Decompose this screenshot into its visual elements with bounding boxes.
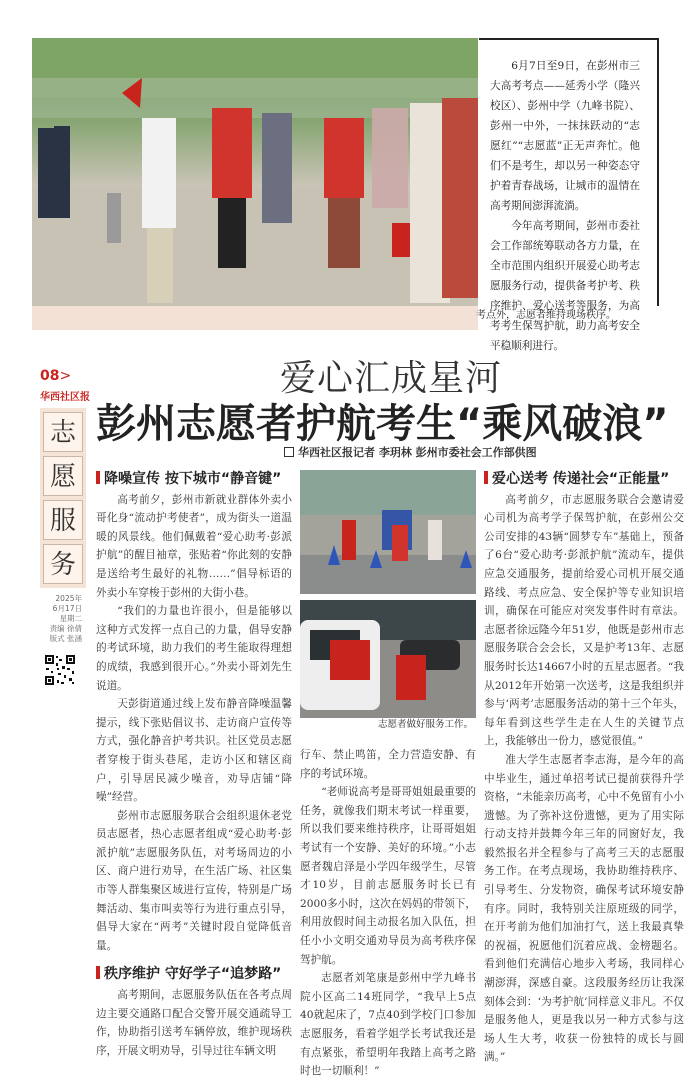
- issue-info: [30, 594, 82, 644]
- intro-paragraph: 6月7日至9日，在彭州市三大高考考点——延秀小学（隆兴校区）、彭州中学（九峰书院）、彭州一中外，一抹抹跃动的“志愿红”“志愿蓝”正无声奔忙。他们不是考生，却以另一种姿态守护着青春战场，让城市的温情在高考期间澎湃流淌。: [490, 60, 640, 212]
- subheading: 降噪宣传 按下城市“静音键”: [96, 470, 292, 489]
- issue-year: 2025年: [55, 594, 82, 603]
- chevron-right-icon: >: [59, 368, 72, 384]
- headline-upper: 爱心汇成星河: [280, 358, 503, 399]
- top-photo-caption: 考点外，志愿者维持现场秩序。: [476, 310, 616, 321]
- headline-main: 彭州志愿者护航考生“乘风破浪”: [96, 401, 669, 447]
- section-char: 愿: [43, 456, 83, 496]
- paragraph: 彭州市志愿服务联合会组织退休老党员志愿者，热心志愿者组成“爱心助考·彭派护航”志愿服务队伍，对考场周边的小区、商户进行劝导，在生活广场、社区集市等人群集聚区域进行宣传，特别是广场舞活动、集市叫卖等行为进行重点引导，倡导大家在“两考”关键时段自觉降低音量。: [96, 809, 292, 952]
- paragraph: 行车、禁止鸣笛，全力营造安静、有序的考试环境。: [300, 749, 476, 780]
- paragraph: “老师说高考是哥哥姐姐最重要的任务，就像我们期末考试一样重要，所以我们要来维持秩序，让哥哥姐姐考试有一个安静、美好的环境。”小志愿者魏启泽是小学四年级学生，尽管才10岁，目前志愿服务时长已有2000多小时，这次在妈妈的带领下，利用放假时间主动报名加入队伍，担任小小文明交通劝导员为高考秩序保驾护航。: [300, 786, 476, 966]
- volunteers-crowd-photo: [32, 38, 478, 306]
- section-label: [40, 408, 86, 588]
- photo-traffic-volunteers: [300, 470, 476, 594]
- square-icon: [284, 447, 294, 457]
- article-column-2: [300, 746, 476, 1081]
- issue-weekday: 星期二: [59, 614, 82, 623]
- intro-paragraph: 今年高考期间，彭州市委社会工作部统筹联动各方力量，在全市范围内组织开展爱心助考志愿服务行动，提供备考护考、秩序维护、爱心送考等服务，为高考考生保驾护航，助力高考安全平稳顺利进行。: [490, 220, 640, 352]
- paragraph: 志愿者刘笔康是彭州中学九峰书院小区高二14班同学，“我早上5点40就起床了，7点40到学校门口参加志愿服务，看着学姐学长考试我还是有点紧张，希望明年我踏上高考之路时也一切顺利！”: [300, 972, 476, 1078]
- paragraph: 准大学生志愿者李志海，是今年的高中毕业生，通过单招考试已提前获得升学资格，“未能亲历高考，心中不免留有小小遗憾。为了弥补这份遗憾，更为了用实际行动支持并鼓舞今年三年的同窗好友，我毅然报名并全程参与了高考三天的志愿服务工作。在考点现场，我协助维持秩序、引导考生、分发物资，确保考试环境安静有序。同时，我特别关注原班级的同学，在开考前为他们加油打气，送上我最真挚的祝福，祝愿他们沉着应战、金榜题名。看到他们充满信心地步入考场，我同样心潮澎湃，深感自豪。这段服务经历让我深刻体会到：‘为考护航’同样意义非凡。不仅是服务他人，更是我以另一种方式参与这场人生大考，收获一份独特的成长与圆满。”: [484, 753, 684, 1064]
- issue-editor: 责编 徐倩: [49, 624, 82, 633]
- section-char: 服: [43, 500, 83, 540]
- article-column-1: [96, 470, 292, 1060]
- section-char: 务: [43, 544, 83, 584]
- publication-name: 华西社区报: [40, 392, 90, 403]
- paragraph: “我们的力量也许很小，但是能够以这种方式发挥一点自己的力量，倡导安静的考试环境，助力我们的考生能取得理想的成绩，我感到很开心。”外卖小哥刘先生说道。: [96, 605, 292, 692]
- issue-layout: 版式 张涵: [49, 634, 82, 643]
- article-column-3: [484, 470, 684, 1067]
- byline: 华西社区报记者 李玥林 彭州市委社会工作部供图: [284, 444, 537, 460]
- issue-date: 6月17日: [52, 604, 82, 613]
- top-photo: [32, 38, 478, 306]
- photo-car-service: [300, 600, 476, 718]
- paragraph: 高考前夕，市志愿服务联合会邀请爱心司机为高考学子保驾护航，在彭州公交公司安排的43辆“圆梦专车”基础上，预备了6台“爱心助考·彭派护航”流动车，提供应急交通服务，提前给爱心司机开展交通路线、考点应急、安全保护等专业知识培训，确保在可能应对突发事件时有章法。志愿者徐远隆今年51岁，他既是彭州市志愿服务联合会会长，又是护考13年、志愿服务时长达14667小时的五星志愿者。“我从2012年开始第一次送考，这是我组织并参与‘两考’志愿服务活动的第十三个年头，每年看到这些学生走在人生的关键节点上，我能够出一份力，感觉很值。”: [484, 493, 684, 748]
- photo-caption: 志愿者做好服务工作。: [378, 719, 474, 730]
- page-number: 08>: [40, 368, 72, 384]
- subheading: 爱心送考 传递社会“正能量”: [484, 470, 684, 489]
- paragraph: 高考期间，志愿服务队伍在各考点周边主要交通路口配合交警开展交通疏导工作，协助指引送考车辆停放，维护现场秩序，开展文明劝导，引导过往车辆文明: [96, 989, 292, 1057]
- qr-code-icon: [44, 654, 76, 686]
- photo-band: [32, 306, 478, 330]
- subheading: 秩序维护 守好学子“追梦路”: [96, 965, 292, 984]
- paragraph: 天彭街道通过线上发布静音降噪温馨提示，线下张贴倡议书、走访商户宣传等方式，强化静音护考共识。社区党员志愿者穿梭于街头巷尾，走访小区和辖区商户，引导居民减少噪音，劝导店铺“降噪”经营。: [96, 698, 292, 804]
- section-char: 志: [43, 412, 83, 452]
- paragraph: 高考前夕，彭州市新就业群体外卖小哥化身“流动护考使者”，成为街头一道温暖的风景线。他们佩戴着“爱心助考·彭派护航”的醒目袖章，张贴着“你此刻的安静是送给考生最好的礼物……”倡导标语的外卖小车穿梭于彭州的大街小巷。: [96, 493, 292, 599]
